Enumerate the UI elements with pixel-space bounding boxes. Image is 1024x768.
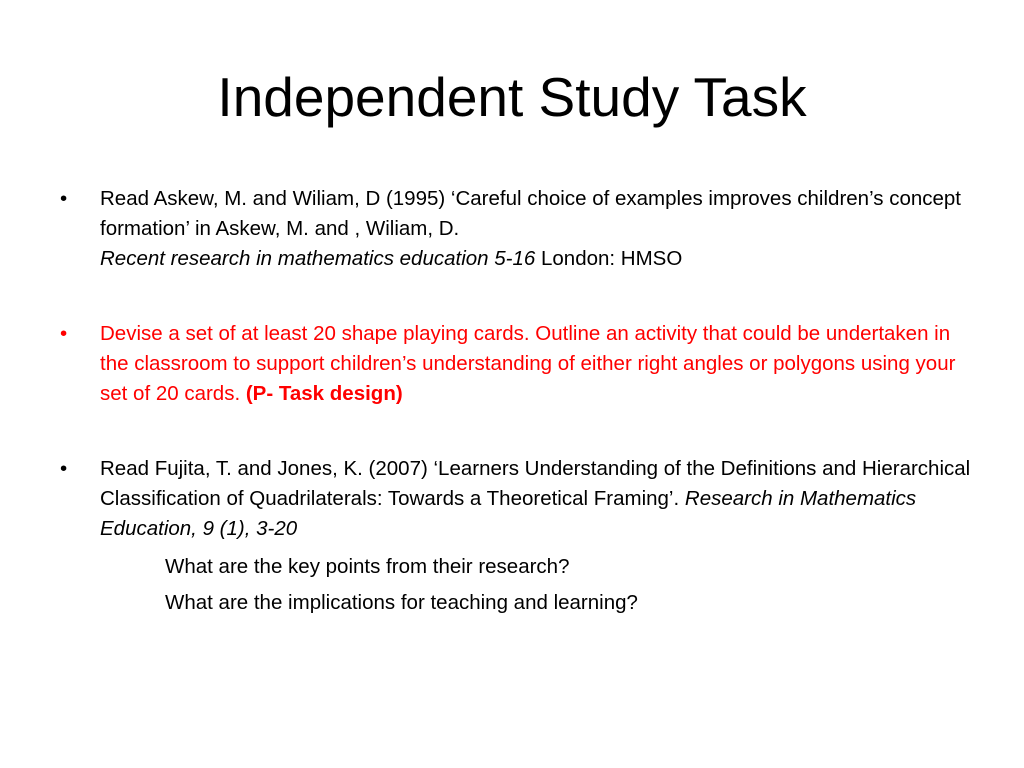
bullet-item-task xyxy=(60,319,980,409)
bullet-item-fujita-jones xyxy=(60,454,980,618)
task-text: Devise a set of at least 20 shape playing cards. Outline an activity that could be undertaken in the classroom to support children’s understanding of either right angles or polygons using your set of 20 cards. xyxy=(100,322,956,405)
question-implications: What are the implications for teaching and learning? xyxy=(165,591,638,614)
slide-title: Independent Study Task xyxy=(217,66,807,128)
publisher: London: HMSO xyxy=(535,247,683,270)
bullet-text: Read Fujita, T. and Jones, K. (2007) ‘Learners Understanding of the Definitions and Hierarchical Classification of Quadrilaterals: Towards a Theoretical Framing’. xyxy=(100,457,971,510)
bullet-list xyxy=(60,184,980,618)
bullet-dot: • xyxy=(60,187,68,210)
book-title: Recent research in mathematics education 5-16 xyxy=(100,247,536,270)
bullet-dot: • xyxy=(60,322,68,345)
bullet-text: Read Askew, M. and Wiliam, D (1995) ‘Careful choice of examples improves children’s concept formation’ in Askew, M. and , Wiliam, D. xyxy=(100,187,961,240)
bullet-item-askew-wiliam xyxy=(60,184,980,274)
bullet-dot: • xyxy=(60,457,68,480)
question-key-points: What are the key points from their research? xyxy=(165,555,570,578)
journal-citation: Research in Mathematics Education, 9 (1), 3-20 xyxy=(100,487,917,540)
task-label: (P- Task design) xyxy=(245,382,403,405)
